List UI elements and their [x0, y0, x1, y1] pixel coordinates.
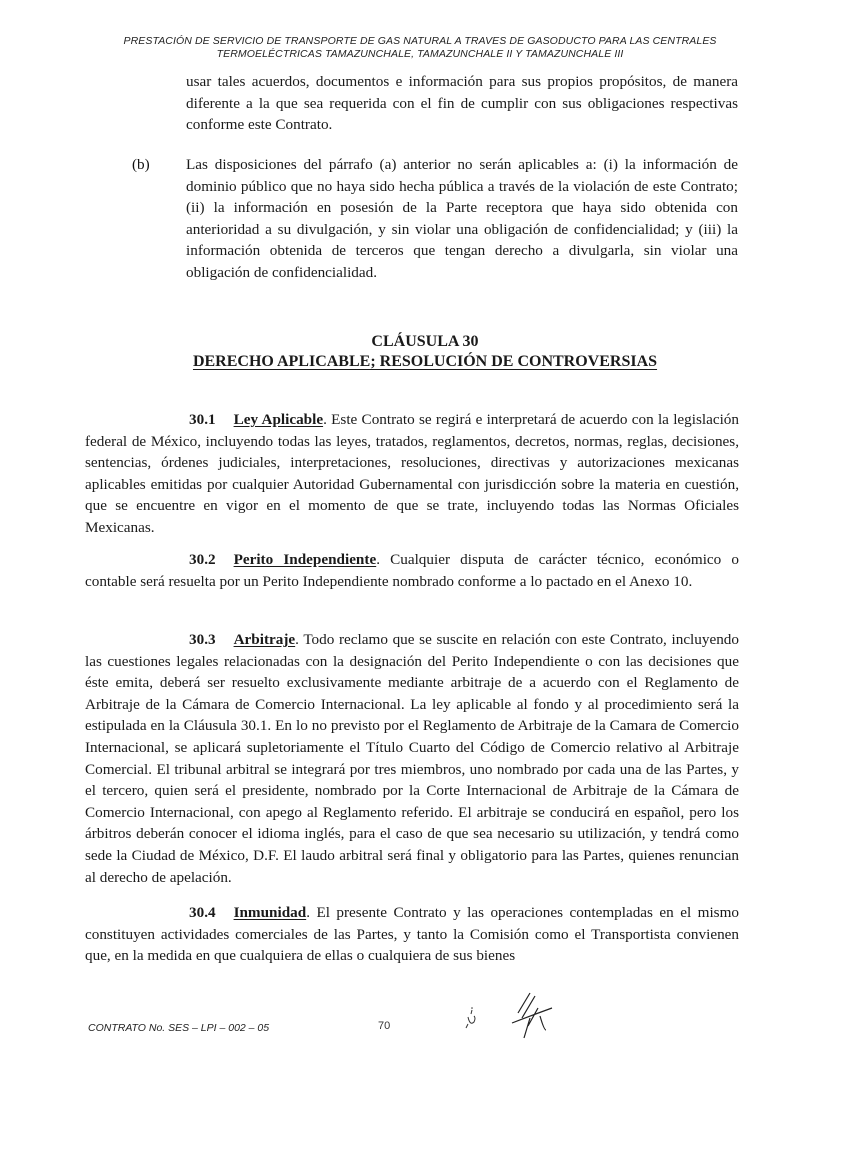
section-30-4 — [85, 902, 739, 967]
section-heading: Arbitraje — [233, 631, 296, 648]
clause-subtitle: DERECHO APLICABLE; RESOLUCIÓN DE CONTROVERSIAS — [192, 353, 658, 370]
page-header — [60, 35, 780, 61]
clause-title: CLÁUSULA 30 — [371, 333, 479, 350]
section-30-2 — [85, 549, 739, 592]
footer-contract-number: CONTRATO No. SES – LPI – 002 – 05 — [88, 1022, 270, 1034]
header-line-2: TERMOELÉCTRICAS TAMAZUNCHALE, TAMAZUNCHALE II Y TAMAZUNCHALE III — [216, 48, 624, 60]
section-heading: Inmunidad — [233, 904, 307, 921]
header-line-1: PRESTACIÓN DE SERVICIO DE TRANSPORTE DE GAS NATURAL A TRAVES DE GASODUCTO PARA LAS CENTRALES — [123, 35, 717, 47]
section-heading: Perito Independiente — [233, 551, 377, 568]
section-30-3 — [85, 629, 739, 888]
item-b-paragraph: Las disposiciones del párrafo (a) anterior no serán aplicables a: (i) la información de dominio público que no haya sido hecha pública a través de la violación de este Contrato; (ii) la información en posesión de la Parte receptora que haya sido obtenida con anterioridad a su divulgación, y sin violar una obligación de confidencialidad; y (iii) la información obtenida de terceros que tengan derecho a divulgarla, sin violar una obligación de confidencialidad. — [186, 156, 738, 281]
section-number: 30.2 — [189, 551, 216, 568]
section-heading: Ley Aplicable — [233, 411, 324, 428]
signature-icon — [500, 988, 560, 1048]
continuation-paragraph: usar tales acuerdos, documentos e información para sus propios propósitos, de manera diferente a la que sea requerida con el fin de cumplir con sus obligaciones respectivas conforme este Contrato. — [186, 73, 738, 134]
initials-signature-icon — [452, 1000, 492, 1040]
section-number: 30.1 — [189, 411, 216, 428]
section-body: . Este Contrato se regirá e interpretará de acuerdo con la legislación federal de México, incluyendo todas las leyes, tratados, reglamentos, decretos, normas, reglas, decisiones, sentencias, órdenes judiciales, interpretaciones, resoluciones, directivas y autorizaciones mexicanas aplicables emitidas por cualquier Autoridad Gubernamental con jurisdicción sobre la materia en cuestión, que se encuentre en vigor en el momento de que se trate, incluyendo todas las Normas Oficiales Mexicanas. — [85, 411, 739, 536]
section-body: . Todo reclamo que se suscite en relación con este Contrato, incluyendo las cuestiones legales relacionadas con la designación del Perito Independiente o con las decisiones que éste emita, deberá ser resuelto exclusivamente mediante arbitraje de a acuerdo con el Reglamento de Arbitraje de la Cámara de Comercio Internacional. La ley aplicable al fondo y al procedimiento será la estipulada en la Cláusula 30.1. En lo no previsto por el Reglamento de Arbitraje de la Camara de Comercio Internacional, se aplicará supletoriamente el Título Cuarto del Código de Comercio relativo al Arbitraje Comercial. El tribunal arbitral se integrará por tres miembros, uno nombrado por cada una de las Partes, y el tercero, quien será el presidente, nombrado por la Corte Internacional de Arbitraje de la Cámara de Comercio Internacional, con apego al Reglamento referido. El arbitraje se conducirá en español, pero los árbitros deberán conocer el idioma inglés, para el caso de que sea necesario su utilización, y tendrá como sede la Ciudad de México, D.F. El laudo arbitral será final y obligatorio para las Partes, quienes renuncian al derecho de apelación. — [85, 631, 739, 886]
section-body: . El presente Contrato y las operaciones contempladas en el mismo constituyen actividades comerciales de las Partes, y tanto la Comisión como el Transportista convienen que, en la medida en que cualquiera de ellas o cualquiera de sus bienes — [85, 904, 739, 965]
section-number: 30.4 — [189, 904, 216, 921]
footer-page-number: 70 — [378, 1020, 391, 1032]
section-number: 30.3 — [189, 631, 216, 648]
item-b-label: (b) — [132, 156, 150, 173]
section-30-1 — [85, 409, 739, 539]
section-body: . Cualquier disputa de carácter técnico, económico o contable será resuelta por un Perito Independiente nombrado conforme a lo pactado en el Anexo 10. — [85, 551, 739, 590]
